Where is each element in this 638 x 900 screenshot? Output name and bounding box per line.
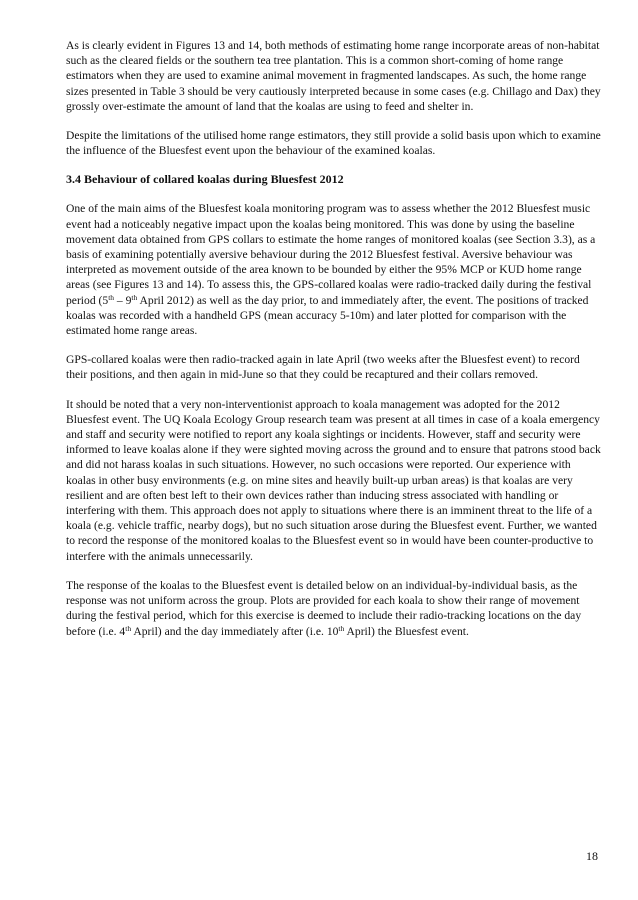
paragraph-main-aims bbox=[66, 201, 602, 338]
document-page bbox=[66, 38, 602, 653]
section-heading: 3.4 Behaviour of collared koalas during Bluesfest 2012 bbox=[66, 172, 344, 187]
text-run: – 9 bbox=[114, 293, 132, 307]
text-run: April 2012) as well as the day prior, to and immediately after, the event. The positions of tracked koalas was recorded with a handheld GPS (mean accuracy 5-10m) and later plotted for comparison with the estimated home range areas. bbox=[66, 293, 589, 338]
paragraph-non-interventionist: It should be noted that a very non-interventionist approach to koala management was adopted for the 2012 Bluesfest event. The UQ Koala Ecology Group research team was present at all times in case of a koala emergency and staff and security were notified to report any koala sightings or incidents. However, staff and security were informed to leave koalas alone if they were sighted moving across the ground and to ensure that patrons stood back and did not harass koalas in such situations. However, no such occasions were reported. Our experience with koalas in other busy environments (e.g. on mine sites and heavily built-up urban areas) is that koalas are very resilient and are often best left to their own devices rather than inducing stress associated with handling or interfering with them. This approach does not apply to situations where there is an imminent threat to the life of a koala (e.g. vehicle traffic, nearby dogs), but no such situation arose during the Bluesfest event. Further, we wanted to record the response of the monitored koalas to the Bluesfest event so in would have been counter-productive to interfere with the animals unnecessarily. bbox=[66, 397, 601, 563]
paragraph-home-range-limitations: As is clearly evident in Figures 13 and 14, both methods of estimating home range incorporate areas of non-habitat such as the cleared fields or the southern tea tree plantation. This is a common short-coming of home range estimators when they are used to examine animal movement in fragmented landscapes. As such, the home range sizes presented in Table 3 should be very cautiously interpreted because in some cases (e.g. Chillago and Dax) they grossly over-estimate the amount of land that the koalas are using to feed and shelter in. bbox=[66, 39, 601, 113]
text-run: One of the main aims of the Bluesfest koala monitoring program was to assess whether the 2012 Bluesfest music event had a noticeably negative impact upon the koalas being monitored. This was done by using the baseline movement data obtained from GPS collars to estimate the home ranges of monitored koalas (see Section 3.3), as a basis of examining potentially aversive behaviour during the 2012 Bluesfest festival. Aversive behaviour was interpreted as movement outside of the area known to be bounded by either the 95% MCP or KUD home range areas (see Figures 13 and 14). To assess this, the GPS-collared koalas were radio-tracked daily during the festival period (5 bbox=[66, 202, 596, 307]
paragraph-koala-response bbox=[66, 578, 602, 639]
ordinal-suffix: th bbox=[125, 623, 132, 633]
paragraph-radio-tracking: GPS-collared koalas were then radio-tracked again in late April (two weeks after the Bluesfest event) to record their positions, and then again in mid-June so that they could be recaptured and their collars removed. bbox=[66, 353, 580, 382]
text-run: The response of the koalas to the Bluesfest event is detailed below on an individual-by-individual basis, as the response was not uniform across the group. Plots are provided for each koala to show their range of movement during the festival period, which for this exercise is deemed to include their radio-tracking locations on the day before (i.e. 4 bbox=[66, 578, 582, 638]
text-run: April) the Bluesfest event. bbox=[344, 624, 469, 638]
paragraph-solid-basis: Despite the limitations of the utilised home range estimators, they still provide a solid basis upon which to examine the influence of the Bluesfest event upon the behaviour of the examined koalas. bbox=[66, 129, 601, 158]
text-run: April) and the day immediately after (i.e. 10 bbox=[131, 624, 339, 638]
ordinal-suffix: th bbox=[131, 292, 138, 302]
page-number: 18 bbox=[586, 849, 598, 863]
ordinal-suffix: th bbox=[108, 292, 115, 302]
ordinal-suffix: th bbox=[338, 623, 345, 633]
